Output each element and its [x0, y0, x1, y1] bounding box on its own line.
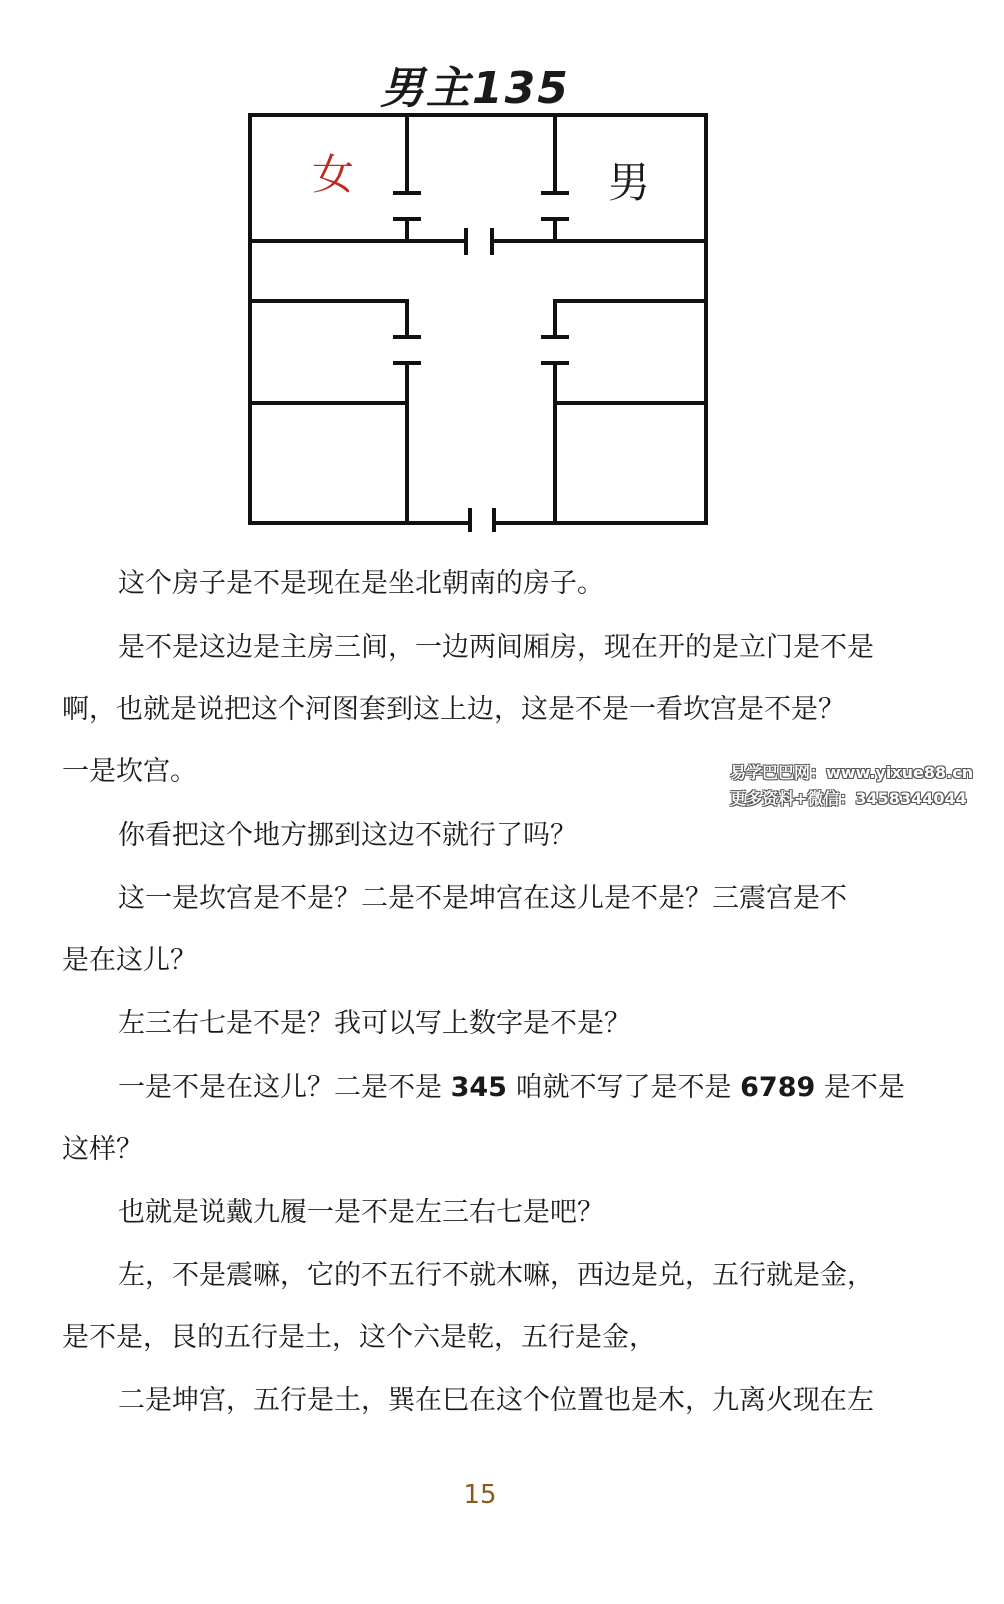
room-label-female: 女	[312, 150, 355, 199]
text-line: 左，不是震嘛，它的不五行不就木嘛，西边是兑，五行就是金，	[118, 1260, 874, 1291]
paragraph	[62, 1057, 912, 1181]
text-line: 这样？	[62, 1134, 143, 1165]
paragraph	[62, 805, 912, 867]
text-fragment: 是不是	[815, 1072, 905, 1103]
paragraph	[62, 553, 912, 615]
text-line: 一是坎宫。	[62, 756, 197, 787]
paragraph	[62, 1370, 912, 1432]
house-floor-plan	[240, 105, 720, 535]
number-fragment: 345	[450, 1072, 507, 1103]
text-line: 左三右七是不是？我可以写上数字是不是？	[118, 1008, 631, 1039]
paragraph	[62, 868, 912, 992]
text-line: 二是坤宫，五行是土，巽在巳在这个位置也是木，九离火现在左	[118, 1385, 874, 1416]
text-line: 是不是这边是主房三间，一边两间厢房，现在开的是立门是不是	[118, 632, 874, 663]
paragraph	[62, 993, 912, 1055]
text-line	[62, 1057, 912, 1119]
text-line: 是在这儿？	[62, 945, 197, 976]
text-line: 啊，也就是说把这个河图套到这上边，这是不是一看坎宫是不是？	[62, 694, 845, 725]
text-fragment: 一是不是在这儿？二是不是	[118, 1072, 451, 1103]
diagram-title: 男主135	[380, 63, 570, 114]
text-line: 你看把这个地方挪到这边不就行了吗？	[118, 820, 577, 851]
room-label-male: 男	[608, 158, 651, 207]
text-line: 这个房子是不是现在是坐北朝南的房子。	[118, 568, 604, 599]
number-fragment: 6789	[740, 1072, 816, 1103]
text-line: 也就是说戴九履一是不是左三右七是吧？	[118, 1197, 604, 1228]
paragraph	[62, 1245, 912, 1369]
watermark-line: 更多资料+微信：3458344044	[730, 789, 967, 808]
watermark	[730, 760, 990, 812]
paragraph	[62, 1182, 912, 1244]
page-number: 15	[463, 1480, 497, 1510]
text-fragment: 咱就不写了是不是	[506, 1072, 741, 1103]
watermark-line: 易学巴巴网：www.yixue88.cn	[730, 763, 974, 782]
text-line: 是不是，艮的五行是土，这个六是乾，五行是金，	[62, 1322, 656, 1353]
text-line: 这一是坎宫是不是？二是不是坤宫在这儿是不是？三震宫是不	[118, 883, 847, 914]
